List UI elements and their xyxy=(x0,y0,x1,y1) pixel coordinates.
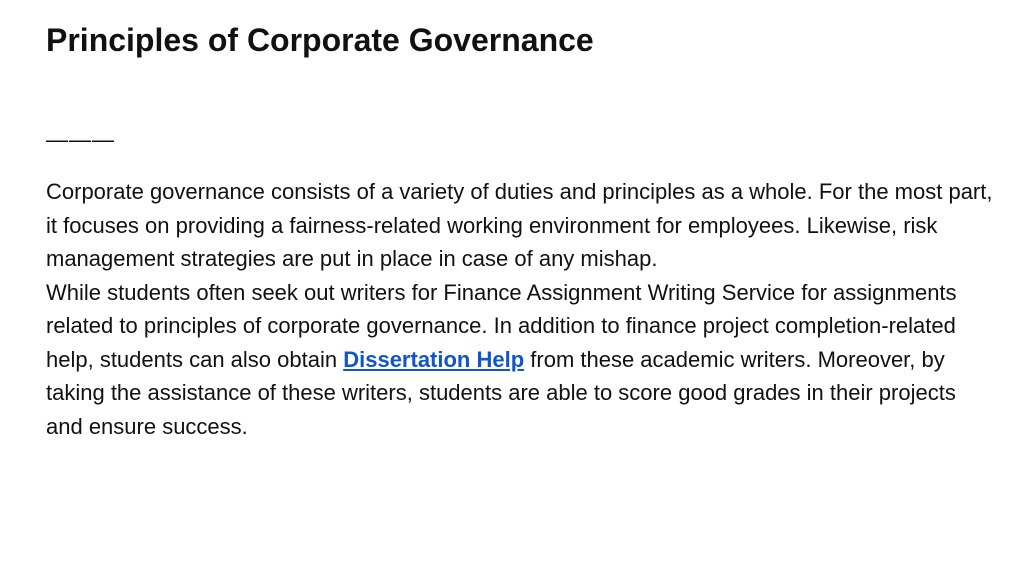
body-text xyxy=(46,175,996,443)
divider-dashes: ——— xyxy=(46,127,115,152)
page-title: Principles of Corporate Governance xyxy=(46,22,594,58)
paragraph-services-text-after: from these academic writers. Moreover, by taking the assistance of these writers, students are able to score good grades in their projects and ensure success. xyxy=(46,346,956,439)
paragraph-intro: Corporate governance consists of a variety of duties and principles as a whole. For the most part, it focuses on providing a fairness-related working environment for employees. Likewise, risk management strategies are put in place in case of any mishap. xyxy=(46,179,993,271)
dissertation-help-link[interactable]: Dissertation Help xyxy=(343,346,525,372)
paragraph-services-text-before: While students often seek out writers for Finance Assignment Writing Service for assignments related to principles of corporate governance. In addition to finance project completion-related help, students can also obtain xyxy=(46,279,957,372)
paragraph-services xyxy=(46,276,996,444)
